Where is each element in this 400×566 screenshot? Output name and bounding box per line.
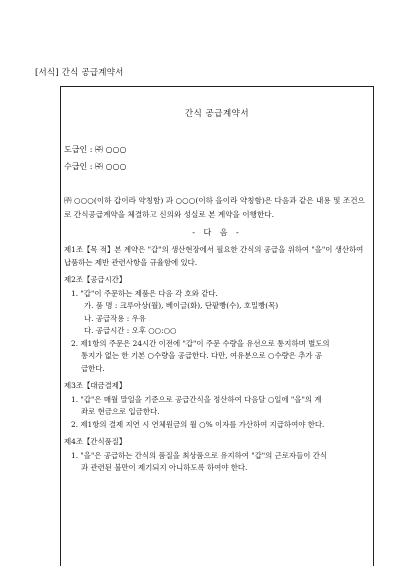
document-title: 간식 공급계약서 [184,109,250,119]
article-3-item-1: 1. "갑"은 매월 말일을 기준으로 공급간식을 정산하여 다음달 ○일에 "을"의 계 [71,394,322,404]
article-4-item-1-cont: 과 관련된 불만이 제기되지 아니하도록 하여야 한다. [81,463,248,472]
receiver-line: 수급인 : ㈜ ○○○ [64,162,127,171]
article-2-item-2: 2. 제1항의 주문은 24시간 이전에 "갑"이 주문 수량을 유선으로 통지하며 별도의 [71,338,330,348]
contract-box [60,86,374,566]
article-2-sub-ga: 가. 품 명 : 크루아상(월), 베이글(화), 단팥빵(수), 호밀빵(목) [84,301,279,310]
article-4-item-1: 1. "을"은 공급하는 간식의 품질을 최상품으로 유지하여 "갑"의 근로자들이 간식 [71,450,327,460]
article-2-item-2-cont: 통지가 없는 한 기본 ○수량을 공급한다. 다만, 여유분으로 ○수량은 추가 공 [81,351,322,360]
section-divider: - 다 음 - [192,228,242,237]
article-4-heading: 제4조【간식품질】 [64,437,127,446]
article-3-heading: 제3조【대금결제】 [64,381,127,390]
article-1: 제1조【목 적】본 계약은 "갑"의 생산현장에서 필요한 간식의 공급을 위하여 "을"이 생산하여 납품하는 제반 관련사항을 규율함에 있다. [64,245,364,267]
article-3-item-2: 2. 제1항의 결제 지연 시 연체원금의 월 ○% 이자를 가산하여 지급하여야 한다. [71,419,325,429]
article-2-item-1: 1. "갑"이 주문하는 제품은 다음 각 호와 같다. [71,288,218,298]
article-2-heading: 제2조【공급시간】 [64,275,127,284]
article-3-item-1-cont: 좌로 현금으로 입금한다. [81,407,160,416]
article-2-item-2-cont2: 급한다. [81,363,105,373]
supplier-line: 도급인 : ㈜ ○○○ [64,145,127,154]
intro-paragraph: ㈜ ○○○(이하 갑이라 약칭함) 과 ○○○(이하 을이라 약칭함)은 다음과 같은 내용 및 조건으로 간식공급계약을 체결하고 신의와 성실로 본 계약을 이행한다. [64,196,365,219]
article-2-sub-na: 나. 공급작용 : 우유 [84,313,146,323]
articles [64,244,365,475]
article-2-sub-da: 다. 공급시간 : 오후 ○○:○○ [84,326,177,335]
form-label: [서식] 간식 공급계약서 [35,68,124,78]
